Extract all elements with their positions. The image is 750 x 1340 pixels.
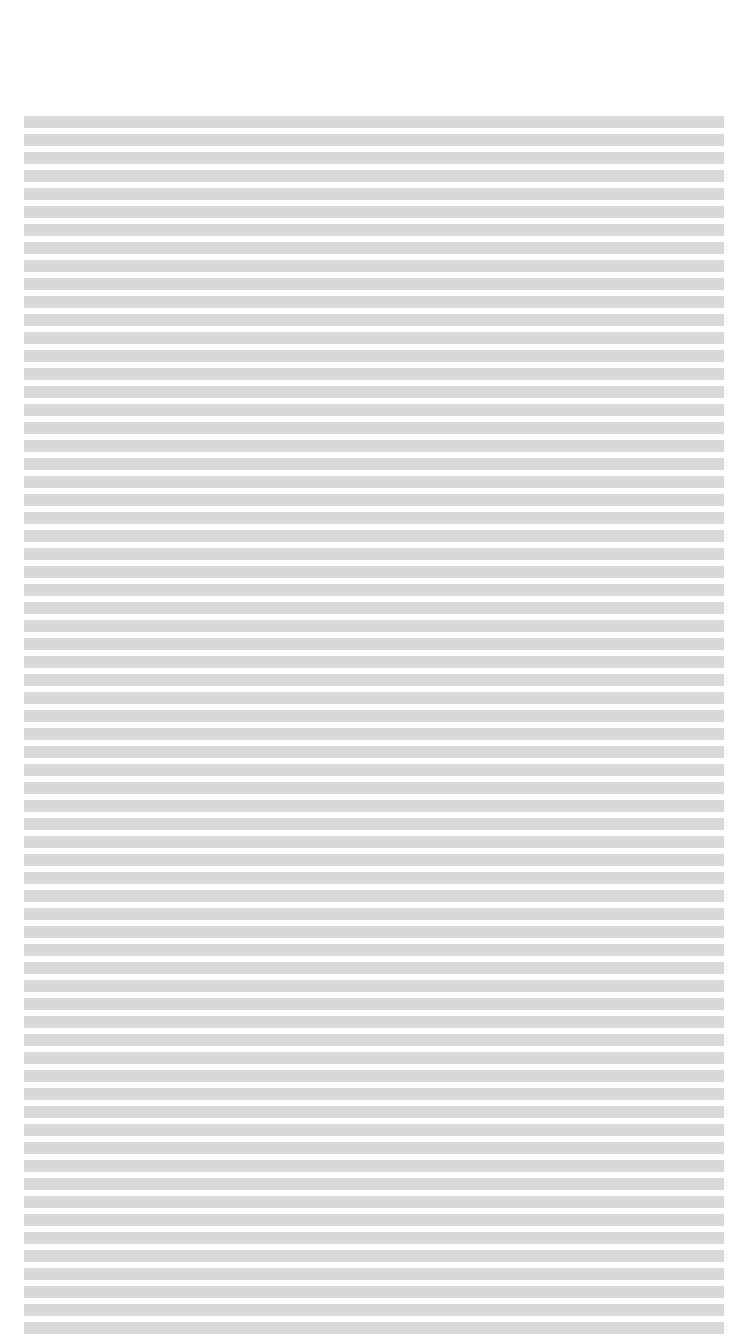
text-line [24,638,724,650]
text-line [24,530,724,542]
text-line [24,278,724,290]
text-line [24,1304,724,1316]
text-line [24,314,724,326]
text-line [24,908,724,920]
text-line [24,1160,724,1172]
text-line [24,512,724,524]
text-line [24,1052,724,1064]
text-line [24,206,724,218]
text-line [24,404,724,416]
text-line [24,170,724,182]
text-line [24,1250,724,1262]
text-line [24,548,724,560]
text-line [24,710,724,722]
text-line [24,1232,724,1244]
text-line [24,458,724,470]
text-line [24,332,724,344]
text-line [24,890,724,902]
text-line [24,386,724,398]
text-line [24,242,724,254]
text-line [24,1286,724,1298]
text-line [24,188,724,200]
text-line [24,440,724,452]
text-line [24,800,724,812]
text-line [24,944,724,956]
text-line [24,296,724,308]
text-line [24,476,724,488]
text-line [24,962,724,974]
text-line [24,422,724,434]
text-line [24,836,724,848]
text-line [24,152,724,164]
text-line [24,1106,724,1118]
text-line [24,674,724,686]
text-line [24,494,724,506]
text-line [24,1034,724,1046]
text-line [24,584,724,596]
text-line [24,1214,724,1226]
body-lines [24,110,724,1340]
text-line [24,1268,724,1280]
text-line [24,350,724,362]
text-line [24,134,724,146]
text-line [24,602,724,614]
text-line [24,224,724,236]
text-line [24,1070,724,1082]
text-line [24,1196,724,1208]
text-line [24,764,724,776]
text-line [24,566,724,578]
text-line [24,980,724,992]
text-line [24,692,724,704]
text-line [24,1142,724,1154]
text-line [24,998,724,1010]
text-line [24,656,724,668]
text-line [24,746,724,758]
text-line [24,854,724,866]
text-line [24,926,724,938]
text-line [24,818,724,830]
text-line [24,1322,724,1334]
text-line [24,368,724,380]
text-line [24,782,724,794]
text-line [24,872,724,884]
text-line [24,1016,724,1028]
text-line [24,116,724,128]
text-line [24,1178,724,1190]
text-line [24,1088,724,1100]
text-line [24,620,724,632]
text-line [24,260,724,272]
text-line [24,728,724,740]
text-line [24,1124,724,1136]
